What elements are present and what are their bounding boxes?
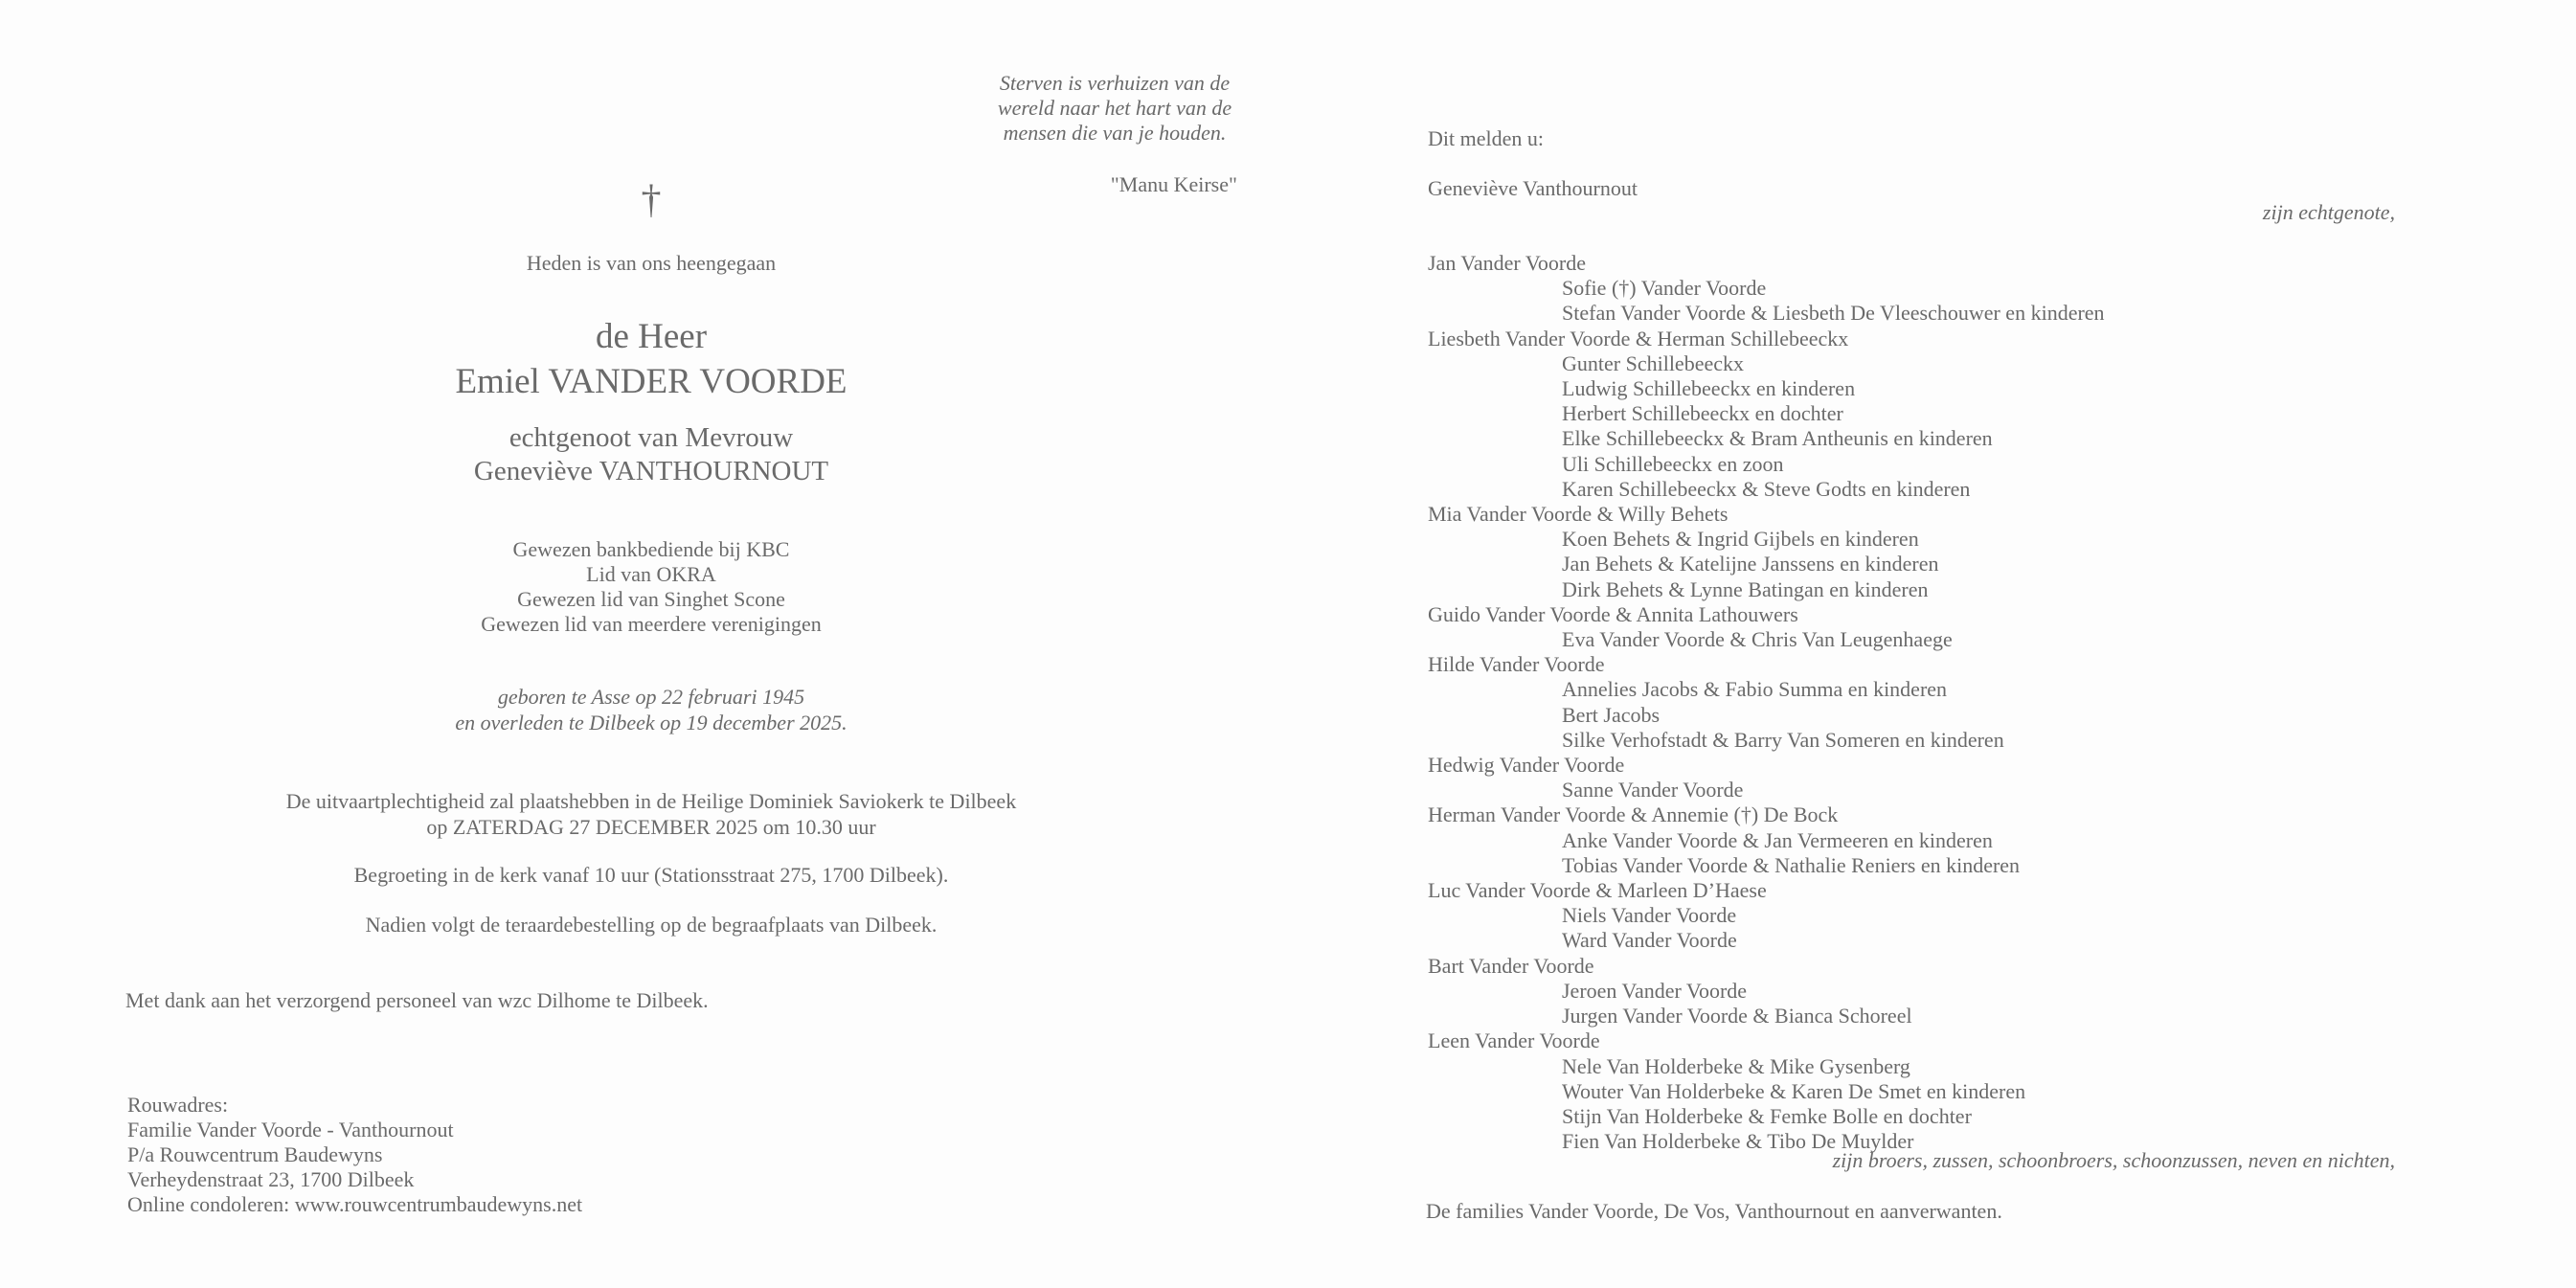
birth-death-dates [105,684,1197,735]
quote-line: mensen die van je houden. [1003,121,1227,145]
family-member: Niels Vander Voorde [1562,903,1737,928]
family-member: Leen Vander Voorde [1428,1028,1600,1053]
quote-line: wereld naar het hart van de [997,96,1232,120]
family-member: Annelies Jacobs & Fabio Summa en kinderen [1562,677,1948,702]
family-member: Karen Schillebeeckx & Steve Godts en kinderen [1562,476,1971,501]
family-member: Ludwig Schillebeeckx en kinderen [1562,376,1856,401]
family-member: Herman Vander Voorde & Annemie (†) De Bock [1428,802,1839,827]
family-member: Mia Vander Voorde & Willy Behets [1428,502,1729,527]
family-member: Guido Vander Voorde & Annita Lathouwers [1428,601,1798,626]
family-member: Jan Behets & Katelijne Janssens en kinderen [1562,552,1939,576]
family-member: Silke Verhofstadt & Barry Van Someren en kinderen [1562,727,2004,752]
mourning-address-line: P/a Rouwcentrum Baudewyns [127,1142,383,1166]
honorific: de Heer [595,317,708,356]
membership-line: Lid van OKRA [586,562,716,586]
family-member: Jurgen Vander Voorde & Bianca Schoreel [1562,1004,1912,1028]
family-member: Gunter Schillebeeckx [1562,350,1744,375]
quote-lines [992,71,1237,146]
family-member: Bart Vander Voorde [1428,953,1594,978]
mourning-address-line: Online condoleren: www.rouwcentrumbaudewyns.net [127,1192,583,1216]
service-line: op ZATERDAG 27 DECEMBER 2025 om 10.30 uur [426,815,876,839]
family-member: Eva Vander Voorde & Chris Van Leugenhaege [1562,627,1953,652]
mourning-address-line: Rouwadres: [127,1093,229,1117]
service-line: De uitvaartplechtigheid zal plaatshebben in de Heilige Dominiek Saviokerk te Dilbeek [285,789,1017,813]
family-member: Herbert Schillebeeckx en dochter [1562,401,1843,426]
widow-role: zijn echtgenote, [2262,200,2395,224]
burial-info: Nadien volgt de teraardebestelling op de begraafplaats van Dilbeek. [365,913,938,937]
relatives-role: zijn broers, zussen, schoonbroers, schoonzussen, neven en nichten, [1832,1148,2395,1172]
spouse-name: Geneviève VANTHOURNOUT [473,456,829,486]
family-member: Uli Schillebeeckx en zoon [1562,451,1784,476]
family-member: Bert Jacobs [1562,702,1661,727]
family-member: Sofie (†) Vander Voorde [1562,276,1767,301]
deceased-name-block [105,314,1197,404]
family-announcement-intro: Dit melden u: [1428,126,1544,150]
family-member: Fien Van Holderbeke & Tibo De Muylder [1562,1129,1914,1154]
membership-line: Gewezen lid van meerdere verenigingen [481,612,822,636]
family-member: Ward Vander Voorde [1562,928,1737,953]
quote-attribution: "Manu Keirse" [1110,172,1237,196]
family-member: Tobias Vander Voorde & Nathalie Reniers en kinderen [1562,852,2021,877]
family-member: Stijn Van Holderbeke & Femke Bolle en dochter [1562,1103,1972,1128]
family-member: Wouter Van Holderbeke & Karen De Smet en kinderen [1562,1078,2026,1103]
family-member: Hilde Vander Voorde [1428,652,1605,677]
announcement-intro: Heden is van ons heengegaan [526,251,777,275]
family-member: Elke Schillebeeckx & Bram Antheunis en kinderen [1562,426,1993,451]
mourning-address-line: Familie Vander Voorde - Vanthournout [127,1118,454,1141]
spouse-block [105,421,1197,488]
family-member: Hedwig Vander Voorde [1428,753,1625,778]
opening-quote [992,71,1237,197]
family-member: Luc Vander Voorde & Marleen D’Haese [1428,878,1767,903]
widow-name: Geneviève Vanthournout [1428,176,1638,200]
memberships-list [105,537,1197,637]
families-summary: De families Vander Voorde, De Vos, Vanthournout en aanverwanten. [1426,1199,2002,1223]
thanks-note: Met dank aan het verzorgend personeel van wzc Dilhome te Dilbeek. [125,988,709,1012]
deceased-name: Emiel VANDER VOORDE [455,362,847,401]
spouse-intro: echtgenoot van Mevrouw [508,422,794,453]
family-member: Koen Behets & Ingrid Gijbels en kinderen [1562,527,1919,552]
membership-line: Gewezen lid van Singhet Scone [517,587,785,611]
life-date-line: en overleden te Dilbeek op 19 december 2025. [455,711,847,734]
life-date-line: geboren te Asse op 22 februari 1945 [497,685,805,709]
funeral-service-info [105,788,1197,840]
church-greeting-info: Begroeting in de kerk vanaf 10 uur (Stationsstraat 275, 1700 Dilbeek). [353,863,949,887]
family-member: Liesbeth Vander Voorde & Herman Schillebeeckx [1428,326,1849,350]
family-member: Jan Vander Voorde [1428,251,1586,275]
membership-line: Gewezen bankbediende bij KBC [512,537,790,561]
family-member: Dirk Behets & Lynne Batingan en kinderen [1562,576,1929,601]
mourning-address [127,1093,582,1217]
family-member: Sanne Vander Voorde [1562,778,1744,802]
cross-icon: † [641,178,662,222]
mourning-address-line: Verheydenstraat 23, 1700 Dilbeek [127,1167,415,1191]
family-member: Anke Vander Voorde & Jan Vermeeren en kinderen [1562,827,1993,852]
family-list [1428,251,2105,1154]
family-member: Nele Van Holderbeke & Mike Gysenberg [1562,1053,1910,1078]
family-member: Stefan Vander Voorde & Liesbeth De Vleeschouwer en kinderen [1562,301,2105,326]
quote-line: Sterven is verhuizen van de [999,71,1231,95]
family-member: Jeroen Vander Voorde [1562,978,1748,1003]
